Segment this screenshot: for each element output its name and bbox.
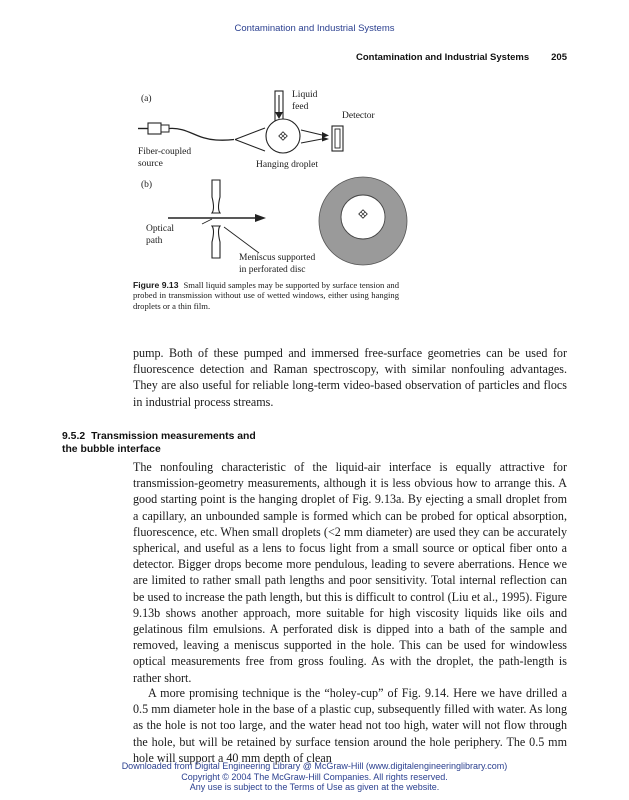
input-light-rays bbox=[235, 128, 265, 151]
figure-caption-text: Small liquid samples may be supported by surface tension and probed in transmission without use of wetted windows, either using hanging droplets or a thin film. bbox=[133, 280, 399, 311]
figure-9-13 bbox=[0, 0, 629, 280]
meniscus-leader bbox=[224, 227, 259, 253]
output-light-rays bbox=[301, 130, 329, 143]
panel-b-label: (b) bbox=[141, 180, 153, 190]
paragraph-transmission: The nonfouling characteristic of the liquid-air interface is equally attractive for transmission-geometry measurements, although it is less obvious how to arrange this. A good starting point is the hanging droplet of Fig. 9.13a. By ejecting a small droplet from a capillary, an unbounded sample is formed which can be probed for optical absorption, fluorescence, etc. When small droplets (<2 mm diameter) are used they can be accurately spherical, and useful as a lens to focus light from a small source or optical fiber onto a detector. Bigger drops become more pendulous, leading to severe aberrations. Hence we are limited to rather small path lengths and poor sensitivity. Total internal reflection can be used to increase the path length, but this is difficult to control (Liu et al., 1995). Figure 9.13b shows another approach, more suitable for high viscosity liquids like oils and gelatinous film emulsions. A perforated disk is dipped into a bath of the sample and removed, leaving a meniscus supported in the hole. This can be used for windowless optical measurements free from gross fouling. As with the droplet, the path-length is rather short. bbox=[133, 460, 567, 685]
footer bbox=[0, 761, 629, 793]
top-banner: Contamination and Industrial Systems bbox=[234, 23, 395, 34]
fiber-coupled-source bbox=[138, 123, 234, 140]
liquid-feed-label-1: Liquid bbox=[292, 90, 318, 100]
section-number: 9.5.2 bbox=[62, 431, 86, 442]
optical-path-label-1: Optical bbox=[146, 224, 174, 234]
detector bbox=[332, 126, 343, 151]
capillary-tube bbox=[275, 91, 283, 121]
liquid-feed-label-2: feed bbox=[292, 102, 309, 112]
running-head-title: Contamination and Industrial Systems bbox=[356, 52, 530, 63]
hanging-droplet bbox=[266, 119, 300, 153]
footer-line-3: Any use is subject to the Terms of Use as given at the website. bbox=[189, 782, 440, 793]
section-heading bbox=[62, 430, 256, 456]
figure-caption bbox=[133, 280, 399, 311]
section-title-line2: the bubble interface bbox=[62, 444, 161, 455]
section-title-line1: Transmission measurements and bbox=[91, 431, 256, 442]
perforated-disc-side-view bbox=[212, 180, 220, 258]
fiber-source-label-2: source bbox=[138, 159, 163, 169]
paragraph-continued: pump. Both of these pumped and immersed free-surface geometries can be used for fluorescence detection and Raman spectroscopy, with similar nonfouling advantages. They are also useful for reliable long-term video-based observation of particles and flocs in industrial process streams. bbox=[133, 346, 567, 409]
footer-line-1: Downloaded from Digital Engineering Library @ McGraw-Hill (www.digitalengineeringlibrary.com) bbox=[121, 761, 508, 771]
meniscus-label-1: Meniscus supported bbox=[239, 253, 316, 263]
optical-path-leader bbox=[202, 219, 212, 224]
panel-a-label: (a) bbox=[141, 94, 152, 104]
page-number: 205 bbox=[551, 52, 567, 63]
hanging-droplet-label: Hanging droplet bbox=[256, 160, 319, 170]
fiber-source-label-1: Fiber-coupled bbox=[138, 147, 192, 157]
meniscus-label-2: in perforated disc bbox=[239, 265, 306, 275]
figure-caption-label: Figure 9.13 bbox=[133, 280, 179, 290]
optical-path-label-2: path bbox=[146, 236, 163, 246]
footer-line-2: Copyright © 2004 The McGraw-Hill Companies. All rights reserved. bbox=[181, 771, 448, 782]
paragraph-holey-cup: A more promising technique is the “holey-cup” of Fig. 9.14. Here we have drilled a 0.5 mm diameter hole in the base of a plastic cup, subsequently filled with water. As long as the hole is not too large, and the water head not too high, water will not flow through the hole, but will be retained by surface tension around the hole periphery. The 0.5 mm hole will support a 40 mm depth of clean bbox=[133, 686, 567, 765]
optical-path-arrow bbox=[168, 214, 266, 222]
detector-label: Detector bbox=[342, 111, 375, 121]
perforated-disc-face-view bbox=[319, 177, 407, 265]
